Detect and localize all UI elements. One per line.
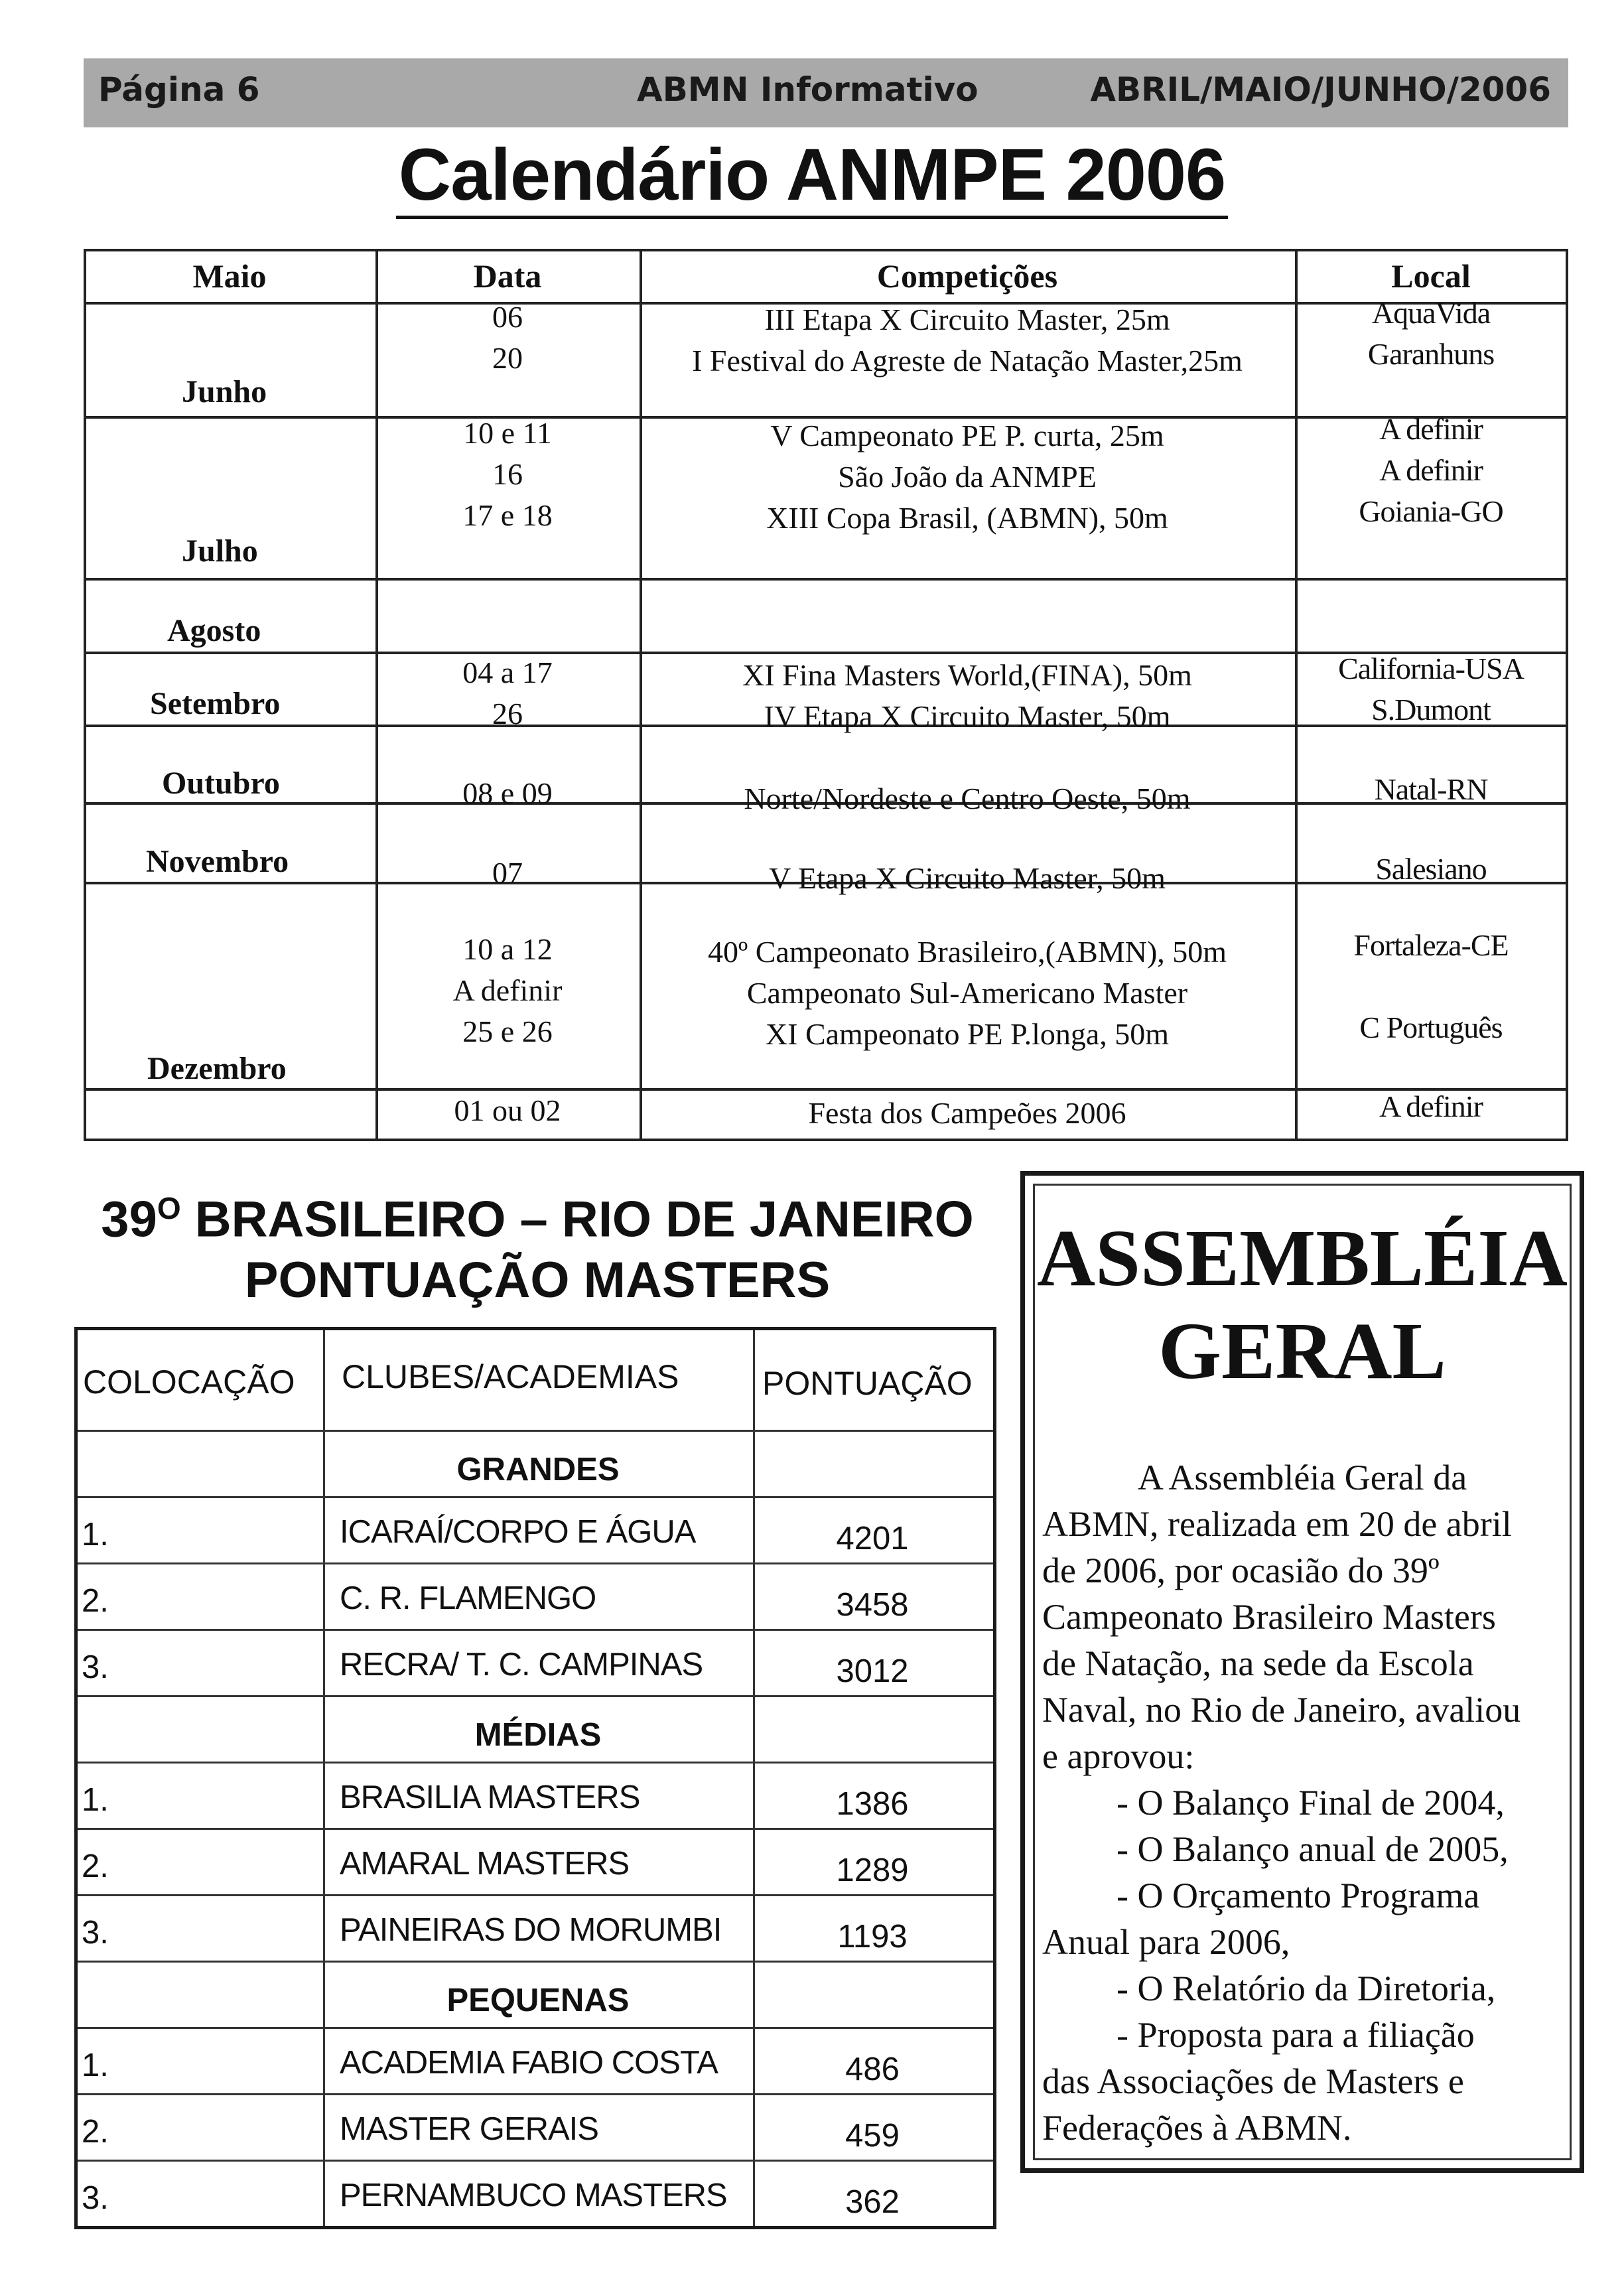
calendar-place: A definir [1379, 453, 1483, 487]
calendar-date: 01 ou 02 [454, 1093, 561, 1127]
calendar-month-label: Dezembro [147, 1051, 287, 1086]
publication-name: ABMN Informativo [637, 70, 979, 109]
calendar-event: Festa dos Campeões 2006 [808, 1096, 1126, 1130]
points-position: 1. [82, 1782, 109, 1818]
page-header-bar [84, 58, 1568, 127]
points-header-club: CLUBES/ACADEMIAS [342, 1358, 679, 1395]
points-score: 4201 [836, 1521, 909, 1557]
points-title-line2: PONTUAÇÃO MASTERS [244, 1252, 831, 1309]
calendar-month-label: Julho [182, 533, 258, 569]
calendar-place: California-USA [1338, 652, 1524, 685]
points-score: 459 [845, 2118, 900, 2154]
calendar-place: A definir [1379, 1089, 1483, 1123]
calendar-place: Goiania-GO [1359, 494, 1503, 528]
points-header-position: COLOCAÇÃO [83, 1363, 295, 1401]
calendar-date: 16 [492, 457, 523, 491]
calendar-header-place: Local [1391, 257, 1471, 295]
points-position: 2. [82, 1848, 109, 1884]
calendar-event: XI Campeonato PE P.longa, 50m [765, 1017, 1170, 1051]
calendar-event: XIII Copa Brasil, (ABMN), 50m [766, 501, 1168, 535]
points-row-line [78, 1695, 993, 1697]
page-number: Página 6 [98, 70, 260, 109]
points-row-line [78, 2093, 993, 2095]
assembly-item: - Proposta para a filiação [1116, 2015, 1475, 2055]
calendar-event: 40º Campeonato Brasileiro,(ABMN), 50m [707, 935, 1227, 969]
calendar-month-label: Junho [182, 374, 267, 409]
points-club: RECRA/ T. C. CAMPINAS [340, 1647, 703, 1683]
calendar-event: III Etapa X Circuito Master, 25m [764, 303, 1170, 336]
assembly-intro-line: Campeonato Brasileiro Masters [1042, 1597, 1496, 1637]
assembly-title: ASSEMBLÉIA GERAL [1036, 1213, 1568, 1396]
calendar-row-line [84, 578, 1568, 581]
calendar-table [84, 249, 1568, 1141]
points-position: 1. [82, 2047, 109, 2083]
calendar-event: IV Etapa X Circuito Master, 50m [764, 699, 1171, 733]
calendar-date: 06 [492, 300, 523, 334]
calendar-place: A definir [1379, 412, 1483, 446]
calendar-date: 26 [492, 697, 523, 730]
points-category: PEQUENAS [446, 1982, 630, 2018]
assembly-item: - O Relatório da Diretoria, [1116, 1969, 1496, 2008]
points-category: GRANDES [456, 1452, 620, 1488]
calendar-event: São João da ANMPE [838, 460, 1097, 494]
points-col-line [753, 1330, 755, 2226]
calendar-event: XI Fina Masters World,(FINA), 50m [742, 658, 1192, 692]
assembly-text [1042, 1454, 1562, 2151]
calendar-date: 20 [492, 341, 523, 375]
calendar-header-competitions: Competições [876, 257, 1058, 295]
assembly-item: - O Balanço anual de 2005, [1116, 1829, 1509, 1869]
points-position: 2. [82, 2114, 109, 2150]
calendar-col-line [84, 249, 86, 1141]
assembly-item-cont: Anual para 2006, [1042, 1922, 1290, 1962]
calendar-date: 04 a 17 [462, 656, 553, 689]
calendar-place: C Português [1359, 1010, 1503, 1044]
points-row-line [78, 1430, 993, 1432]
points-row-line [78, 2027, 993, 2029]
assembly-intro-line: de Natação, na sede da Escola [1042, 1643, 1474, 1683]
calendar-place: Fortaleza-CE [1353, 928, 1509, 962]
calendar-event: Norte/Nordeste e Centro Oeste, 50m [744, 782, 1191, 815]
assembly-item: - O Orçamento Programa [1116, 1876, 1480, 1915]
points-header-score: PONTUAÇÃO [762, 1365, 973, 1402]
assembly-intro-line: ABMN, realizada em 20 de abril [1042, 1504, 1512, 1544]
assembly-intro-lead: A Assembléia Geral da [1137, 1458, 1467, 1497]
assembly-intro-line: e aprovou: [1042, 1736, 1195, 1776]
points-club: ACADEMIA FABIO COSTA [340, 2045, 718, 2081]
points-club: BRASILIA MASTERS [340, 1779, 640, 1815]
calendar-row-line [84, 249, 1568, 251]
points-row-line [78, 1629, 993, 1631]
points-score: 486 [845, 2051, 900, 2087]
points-title [73, 1178, 1002, 1311]
points-club: MASTER GERAIS [340, 2111, 598, 2147]
points-position: 2. [82, 1583, 109, 1619]
points-row-line [78, 1961, 993, 1963]
points-position: 3. [82, 1649, 109, 1685]
points-club: ICARAÍ/CORPO E ÁGUA [340, 1514, 696, 1550]
calendar-date: 17 e 18 [462, 498, 553, 532]
assembly-box [1020, 1171, 1584, 2173]
calendar-event: V Etapa X Circuito Master, 50m [769, 861, 1166, 895]
points-score: 1289 [836, 1852, 909, 1888]
points-score: 3012 [836, 1653, 909, 1689]
points-score: 1386 [836, 1786, 909, 1822]
points-club: AMARAL MASTERS [340, 1846, 630, 1882]
calendar-date: A definir [452, 973, 563, 1007]
points-category: MÉDIAS [474, 1717, 602, 1753]
calendar-place: Salesiano [1375, 852, 1487, 886]
points-club: PAINEIRAS DO MORUMBI [340, 1912, 722, 1948]
calendar-event: I Festival do Agreste de Natação Master,25m [692, 344, 1243, 378]
calendar-place: S.Dumont [1371, 693, 1491, 727]
points-club: C. R. FLAMENGO [340, 1580, 596, 1616]
calendar-header-month: Maio [192, 257, 267, 295]
calendar-month-label: Agosto [167, 613, 261, 648]
calendar-month-label: Outubro [162, 766, 280, 801]
calendar-date: 25 e 26 [462, 1014, 553, 1048]
points-position: 1. [82, 1517, 109, 1553]
points-row-line [78, 1828, 993, 1830]
calendar-header-date: Data [473, 257, 542, 295]
points-score: 362 [845, 2184, 900, 2220]
calendar-date: 08 e 09 [462, 776, 553, 810]
calendar-event: Campeonato Sul-Americano Master [746, 976, 1188, 1010]
assembly-item: - O Balanço Final de 2004, [1116, 1783, 1505, 1823]
points-table [74, 1327, 996, 2229]
calendar-place: Natal-RN [1374, 772, 1488, 806]
assembly-intro-line: de 2006, por ocasião do 39º [1042, 1551, 1440, 1590]
calendar-date: 10 a 12 [462, 932, 553, 966]
calendar-title: Calendário ANMPE 2006 [0, 133, 1624, 217]
calendar-date: 07 [492, 856, 523, 890]
points-score: 1193 [837, 1919, 908, 1955]
points-row-line [78, 1496, 993, 1498]
assembly-item-cont: Federações à ABMN. [1042, 2108, 1352, 2148]
calendar-month-label: Novembro [146, 844, 289, 879]
points-club: PERNAMBUCO MASTERS [340, 2178, 727, 2213]
calendar-place: Garanhuns [1367, 337, 1495, 371]
calendar-month-label: Setembro [150, 686, 281, 721]
points-row-line [78, 2160, 993, 2162]
points-row-line [78, 1762, 993, 1764]
calendar-row-line [84, 1139, 1568, 1141]
points-position: 3. [82, 2180, 109, 2216]
assembly-intro-line: Naval, no Rio de Janeiro, avaliou [1042, 1690, 1521, 1730]
calendar-place: AquaVida [1371, 296, 1491, 330]
issue-period: ABRIL/MAIO/JUNHO/2006 [1090, 70, 1551, 109]
points-row-line [78, 1562, 993, 1564]
points-row-line [78, 1894, 993, 1896]
points-title-line1: $39^O$ BRASILEIRO – RIO DE JANEIRO [101, 1191, 974, 1248]
calendar-event: V Campeonato PE P. curta, 25m [770, 419, 1164, 452]
points-position: 3. [82, 1915, 109, 1951]
assembly-item-cont: das Associações de Masters e [1042, 2061, 1464, 2101]
calendar-date: 10 e 11 [463, 416, 552, 450]
points-score: 3458 [836, 1587, 909, 1623]
